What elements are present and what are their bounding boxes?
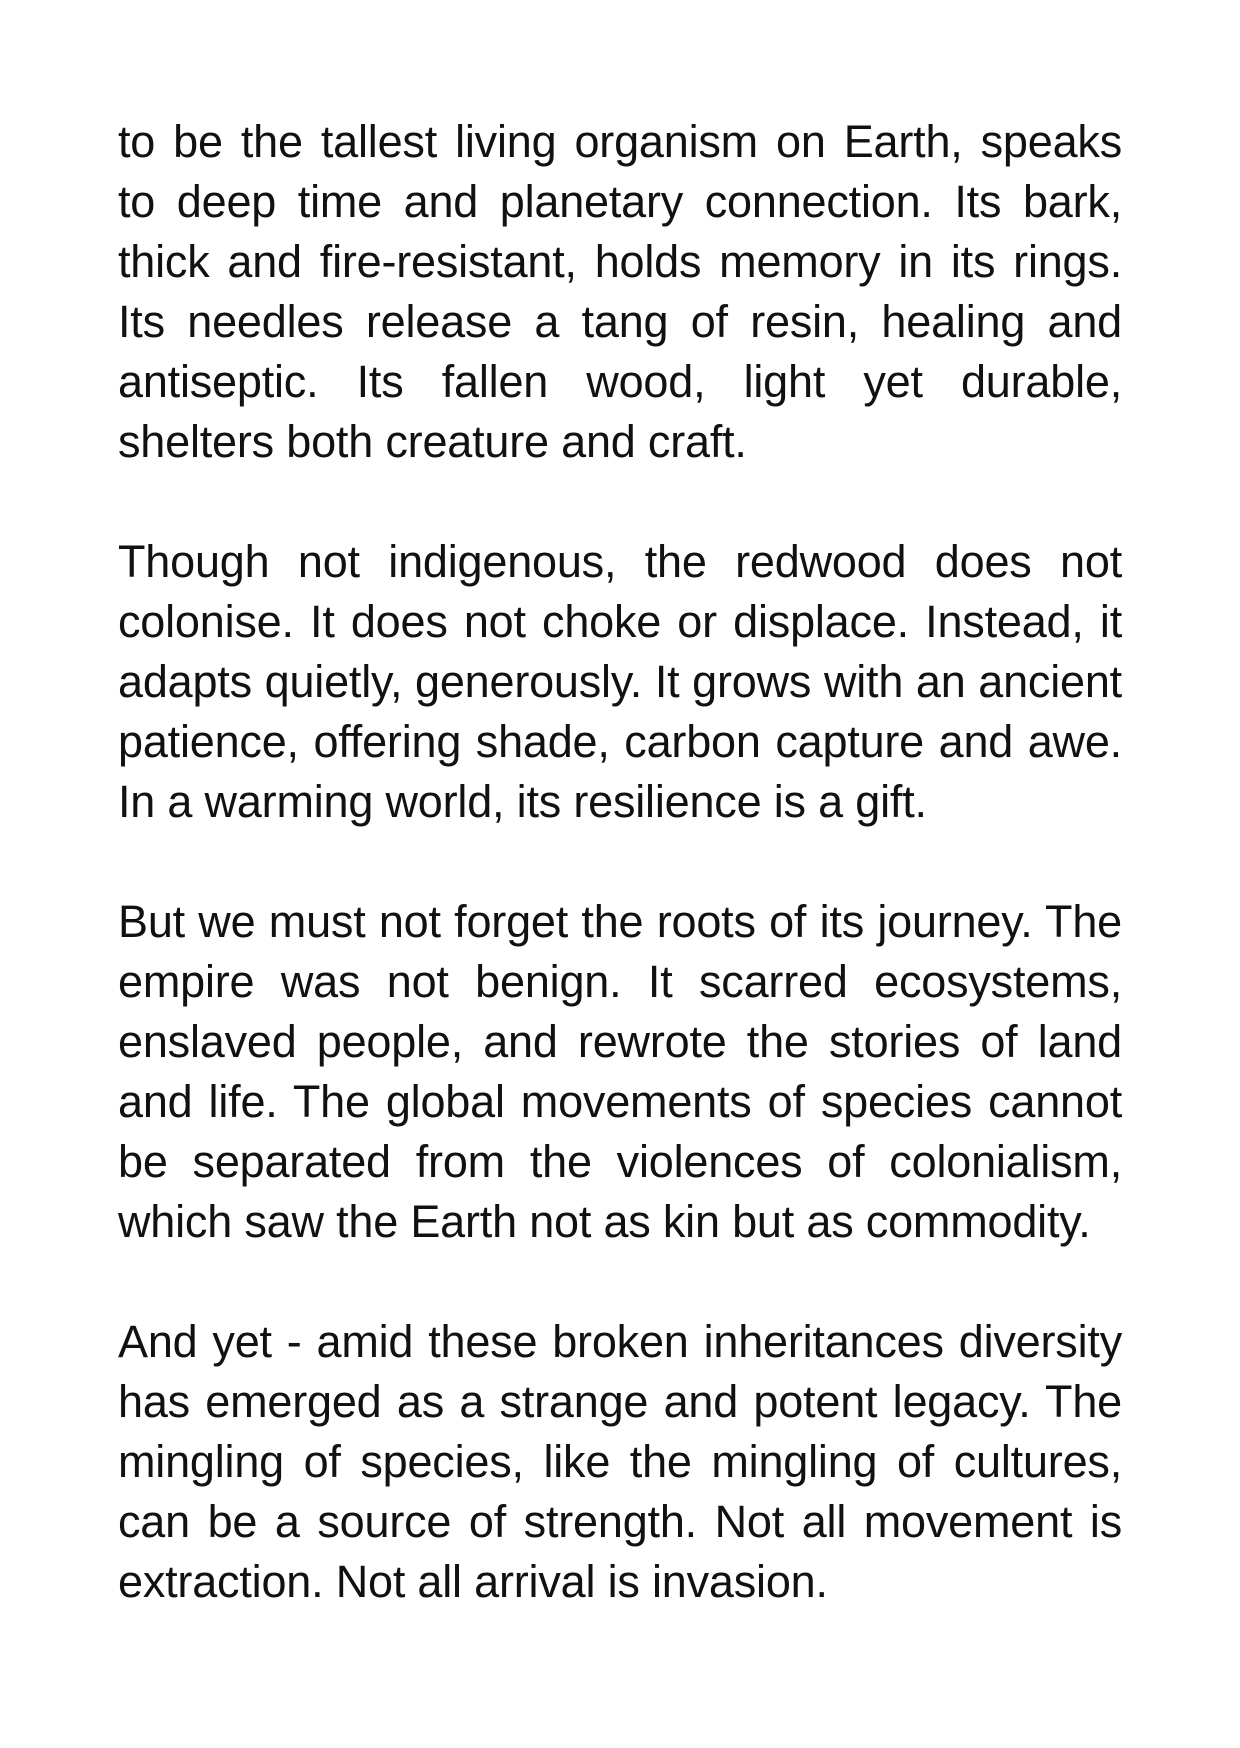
body-text [118,112,1122,1612]
paragraph-redwood-traits: to be the tallest living organism on Earth, speaks to deep time and planetary connection. Its bark, thick and fire-resistant, holds memory in its rings. Its needles release a tang of resin, healing and antiseptic. Its fallen wood, light yet durable, shelters both creature and craft. [118,116,1122,467]
paragraph-empire-roots: But we must not forget the roots of its journey. The empire was not benign. It scarred ecosystems, enslaved people, and rewrote the stories of land and life. The global movements of species cannot be separated from the violences of colonialism, which saw the Earth not as kin but as commodity. [118,896,1122,1247]
paragraph-diversity-legacy: And yet - amid these broken inheritances diversity has emerged as a strange and potent legacy. The mingling of species, like the mingling of cultures, can be a source of strength. Not all movement is extraction. Not all arrival is invasion. [118,1316,1122,1607]
paragraph-redwood-adaptation: Though not indigenous, the redwood does not colonise. It does not choke or displace. Instead, it adapts quietly, generously. It grows with an ancient patience, offering shade, carbon capture and awe. In a warming world, its resilience is a gift. [118,536,1122,827]
